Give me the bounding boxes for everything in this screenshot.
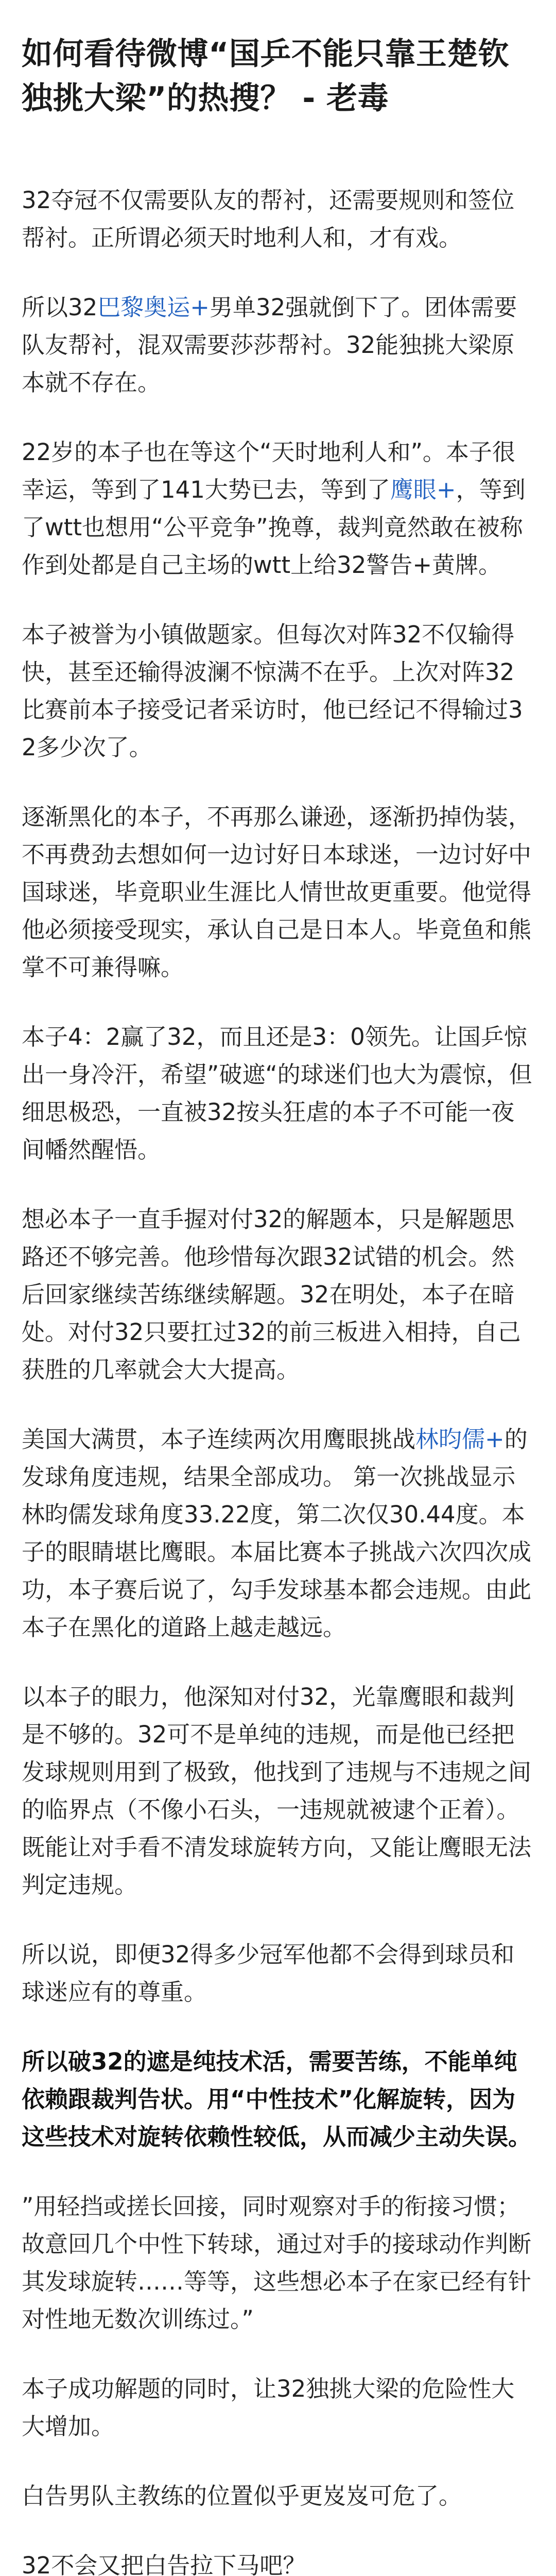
paragraph-text: 逐渐黑化的本子，不再那么谦逊，逐渐扔掉伪装，不再费劲去想如何一边讨好日本球迷，一边讨好中国球迷，毕竟职业生涯比人情世故更重要。他觉得他必须接受现实，承认自己是日本人。毕竟鱼和熊掌不可兼得嘛。	[22, 803, 532, 981]
paragraph-text: 所以32	[22, 294, 98, 321]
paragraph-text: 32不会又把白告拉下马吧？	[22, 2552, 306, 2576]
article-paragraph	[22, 2547, 534, 2576]
article-paragraph	[22, 1200, 534, 1388]
paragraph-text: 白告男队主教练的位置似乎更岌岌可危了。	[22, 2482, 462, 2510]
paragraph-text: 的发球角度违规，结果全部成功。 第一次挑战显示林昀儒发球角度33.22度，第二次仅30.44度。本子的眼睛堪比鹰眼。本届比赛本子挑战六次四次成功，本子赛后说了，勾手发球基本都会违规。由此本子在黑化的道路上越走越远。	[22, 1426, 532, 1641]
article-paragraph	[22, 1420, 534, 1646]
paragraph-text: ，等到了wtt也想用“公平竞争”挽尊，裁判竟然敢在被称作到处都是自己主场的wtt上给32警告+黄牌。	[22, 476, 526, 579]
search-plus-icon[interactable]: +	[436, 476, 456, 503]
article-paragraph	[22, 1018, 534, 1168]
paragraph-text: 22岁的本子也在等这个“天时地利人和”。本子很幸运，等到了141大势已去，等到了	[22, 438, 515, 503]
article-paragraph	[22, 1936, 534, 2011]
article-paragraph	[22, 2370, 534, 2445]
paragraph-text: 本子4：2赢了32，而且还是3：0领先。让国乒惊出一身冷汗，希望”破遮“的球迷们也大为震惊，但细思极恐，一直被32按头狂虐的本子不可能一夜间幡然醒悟。	[22, 1023, 532, 1163]
paragraph-text: 男单32强就倒下了。团体需要队友帮衬，混双需要莎莎帮衬。32能独挑大梁原本就不存在。	[22, 294, 517, 396]
article-paragraph	[22, 181, 534, 257]
paragraph-text: 本子被誉为小镇做题家。但每次对阵32不仅输得快，甚至还输得波澜不惊满不在乎。上次对阵32比赛前本子接受记者采访时，他已经记不得输过32多少次了。	[22, 621, 523, 761]
article-paragraph	[22, 1678, 534, 1904]
article-paragraph	[22, 2188, 534, 2338]
article-paragraph	[22, 616, 534, 766]
paragraph-text: 32夺冠不仅需要队友的帮衬，还需要规则和签位帮衬。正所谓必须天时地利人和，才有戏。	[22, 187, 515, 251]
paragraph-text: 所以说，即便32得多少冠军他都不会得到球员和球迷应有的尊重。	[22, 1941, 515, 2006]
article-title: 如何看待微博“国乒不能只靠王楚钦独挑大梁”的热搜？ - 老毒	[22, 36, 510, 116]
article-paragraph	[22, 289, 534, 401]
article-paragraph	[22, 2043, 534, 2156]
search-plus-icon[interactable]: +	[485, 1426, 505, 1453]
keyword-link[interactable]: 巴黎奥运	[97, 294, 190, 321]
paragraph-text: 想必本子一直手握对付32的解题本，只是解题思路还不够完善。他珍惜每次跟32试错的机会。然后回家继续苦练继续解题。32在明处，本子在暗处。对付32只要扛过32的前三板进入相持，自己获胜的几率就会大大提高。	[22, 1206, 521, 1383]
article-body	[22, 181, 534, 2576]
keyword-link[interactable]: 鹰眼	[390, 476, 437, 503]
paragraph-text: 本子成功解题的同时，让32独挑大梁的危险性大大增加。	[22, 2375, 515, 2440]
keyword-link[interactable]: 林昀儒	[415, 1426, 485, 1453]
paragraph-text: 以本子的眼力，他深知对付32，光靠鹰眼和裁判是不够的。32可不是单纯的违规，而是他已经把发球规则用到了极致，他找到了违规与不违规之间的临界点（不像小石头，一违规就被逮个正着）。既能让对手看不清发球旋转方向，又能让鹰眼无法判定违规。	[22, 1683, 532, 1899]
article-paragraph	[22, 798, 534, 986]
paragraph-text: ”用轻挡或搓长回接，同时观察对手的衔接习惯；故意回几个中性下转球，通过对手的接球动作判断其发球旋转……等等，这些想必本子在家已经有针对性地无数次训练过。”	[22, 2193, 532, 2333]
article-paragraph	[22, 2477, 534, 2515]
paragraph-text: 美国大满贯，本子连续两次用鹰眼挑战	[22, 1426, 416, 1453]
article-paragraph	[22, 433, 534, 584]
search-plus-icon[interactable]: +	[190, 294, 210, 321]
paragraph-text: 所以破32的遮是纯技术活，需要苦练，不能单纯依赖跟裁判告状。用“中性技术”化解旋转，因为这些技术对旋转依赖性较低，从而减少主动失误。	[22, 2048, 532, 2150]
